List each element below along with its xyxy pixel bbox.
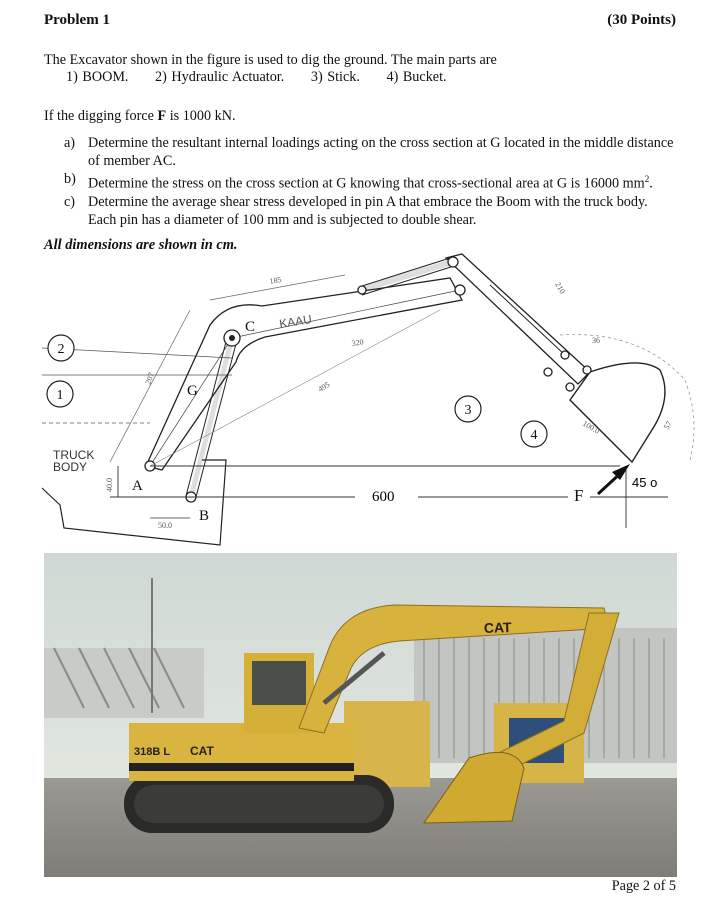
pin-c-center <box>229 335 235 341</box>
bg-machine-1 <box>344 701 430 787</box>
pin-link-4 <box>566 383 574 391</box>
boom-outline <box>146 278 462 470</box>
dim-495-text: 495 <box>316 379 332 394</box>
boom-brand-text: CAT <box>483 619 512 636</box>
ac-line <box>150 338 232 466</box>
circle-3-label: 3 <box>464 403 472 418</box>
question-list <box>44 134 684 229</box>
dim-36-text: 36 <box>592 336 600 345</box>
label-kaau: KAAU <box>278 312 313 331</box>
dim-40-text: 40.0 <box>105 478 114 492</box>
dim-50-text: 50.0 <box>158 521 172 530</box>
pin-link-2 <box>544 368 552 376</box>
part-actuator: 2) Hydraulic Actuator. <box>155 69 285 85</box>
side-brand-text: CAT <box>190 744 214 758</box>
body-label: BODY <box>53 460 88 474</box>
main-cab-window <box>252 661 306 705</box>
question-c: c) Determine the average shear stress developed in pin A that embrace the Boom with the truck body. Each pin has a diameter of 100 mm and is subjected to double shear. <box>64 193 648 228</box>
stick-outline <box>446 254 590 384</box>
label-f: F <box>574 486 584 505</box>
problem-points: (30 Points) <box>607 12 676 28</box>
circle-2-label: 2 <box>57 342 65 357</box>
excavator-photo <box>44 553 677 877</box>
pin-link-1 <box>561 351 569 359</box>
actuator-lower-edge-1 <box>186 338 227 496</box>
main-body-stripe <box>129 763 354 771</box>
truck-label: TRUCK <box>53 448 95 462</box>
angle-label: 45 o <box>632 475 658 490</box>
dim-57-text: 57 <box>661 419 674 431</box>
dim-320-text: 320 <box>351 337 365 348</box>
actuator-upper-edge-2 <box>362 266 454 295</box>
pin-link-3 <box>583 366 591 374</box>
circle-4-label: 4 <box>530 428 538 443</box>
shed-left <box>44 648 204 718</box>
label-a: A <box>132 478 143 494</box>
dim-207-text: 207 <box>143 371 156 386</box>
pin-actuator-top <box>358 286 366 294</box>
page-number: Page 2 of 5 <box>611 878 676 894</box>
pin-stick-top <box>448 257 458 267</box>
part-stick: 3) Stick. <box>310 69 360 85</box>
main-track-inner <box>134 785 384 823</box>
actuator-lower <box>191 338 232 497</box>
label-c: C <box>245 319 256 335</box>
cab-model-text: 318B L <box>134 746 171 758</box>
problem-title: Problem 1 <box>44 12 110 28</box>
actuator-upper-edge-1 <box>362 258 450 286</box>
bucket-arc <box>560 335 694 460</box>
label-b: B <box>199 508 210 524</box>
label-g: G <box>187 383 198 399</box>
excavator-diagram <box>0 228 720 550</box>
part-bucket: 4) Bucket. <box>386 69 447 85</box>
dim-600-text: 600 <box>372 489 395 505</box>
dim-185-text: 185 <box>268 275 283 286</box>
actuator-lower-edge-2 <box>196 340 237 497</box>
force-sentence: If the digging force F is 1000 kN. <box>44 108 236 124</box>
dim-100-text: 100.0 <box>581 418 602 436</box>
dim-210-text: 210 <box>553 280 568 296</box>
force-symbol: F <box>157 108 167 124</box>
part-boom: 1) BOOM. <box>66 69 129 85</box>
parts-list <box>66 69 469 86</box>
question-a: a) Determine the resultant internal loadings acting on the cross section at G located in the middle distance of member AC. <box>64 135 674 169</box>
actuator-upper <box>360 262 452 290</box>
stick-cylinder <box>490 285 565 355</box>
boom-centerline <box>232 290 460 338</box>
question-b: b) Determine the stress on the cross section at G knowing that cross-sectional area at G is 16000 $mm^2$. <box>64 171 653 192</box>
dimensions-note: All dimensions are shown in cm. <box>44 237 238 253</box>
pin-boom-tip <box>455 285 465 295</box>
circle-1-label: 1 <box>56 388 64 403</box>
intro-line: The Excavator shown in the figure is used to dig the ground. The main parts are <box>44 52 497 68</box>
